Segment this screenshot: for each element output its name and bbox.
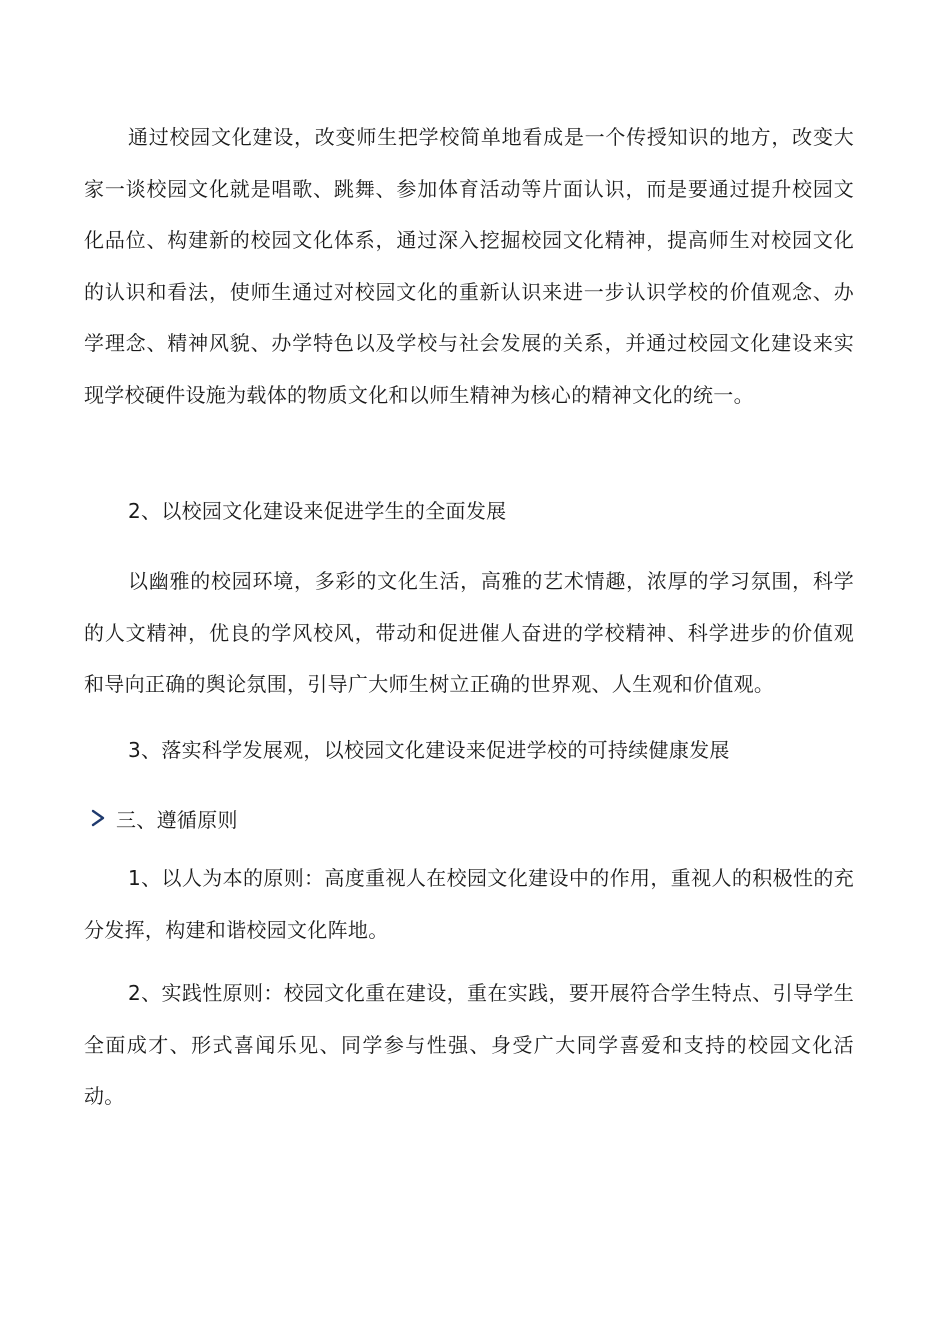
paragraph-practice-principle: 2、实践性原则：校园文化重在建设，重在实践，要开展符合学生特点、引导学生全面成才、形式喜闻乐见、同学参与性强、身受广大同学喜爱和支持的校园文化活动。 (84, 981, 854, 1108)
paragraph-campus-culture-purpose: 通过校园文化建设，改变师生把学校简单地看成是一个传授知识的地方，改变大家一谈校园文化就是唱歌、跳舞、参加体育活动等片面认识，而是要通过提升校园文化品位、构建新的校园文化体系，通过深入挖掘校园文化精神，提高师生对校园文化的认识和看法，使师生通过对校园文化的重新认识来进一步认识学校的价值观念、办学理念、精神风貌、办学特色以及学校与社会发展的关系，并通过校园文化建设来实现学校硬件设施为载体的物质文化和以师生精神为核心的精神文化的统一。 (84, 125, 854, 407)
chevron-right-icon (90, 807, 106, 829)
paragraph-student-development: 以幽雅的校园环境，多彩的文化生活，高雅的艺术情趣，浓厚的学习氛围，科学的人文精神，优良的学风校风，带动和促进催人奋进的学校精神、科学进步的价值观和导向正确的舆论氛围，引导广大师生树立正确的世界观、人生观和价值观。 (84, 569, 854, 696)
section-heading-principles (90, 803, 238, 833)
heading-sustainable-development: 3、落实科学发展观，以校园文化建设来促进学校的可持续健康发展 (128, 738, 730, 762)
paragraph-people-oriented-principle: 1、以人为本的原则：高度重视人在校园文化建设中的作用，重视人的积极性的充分发挥，构建和谐校园文化阵地。 (84, 866, 854, 942)
section-title: 三、遵循原则 (116, 807, 238, 832)
heading-student-development: 2、以校园文化建设来促进学生的全面发展 (128, 499, 507, 523)
